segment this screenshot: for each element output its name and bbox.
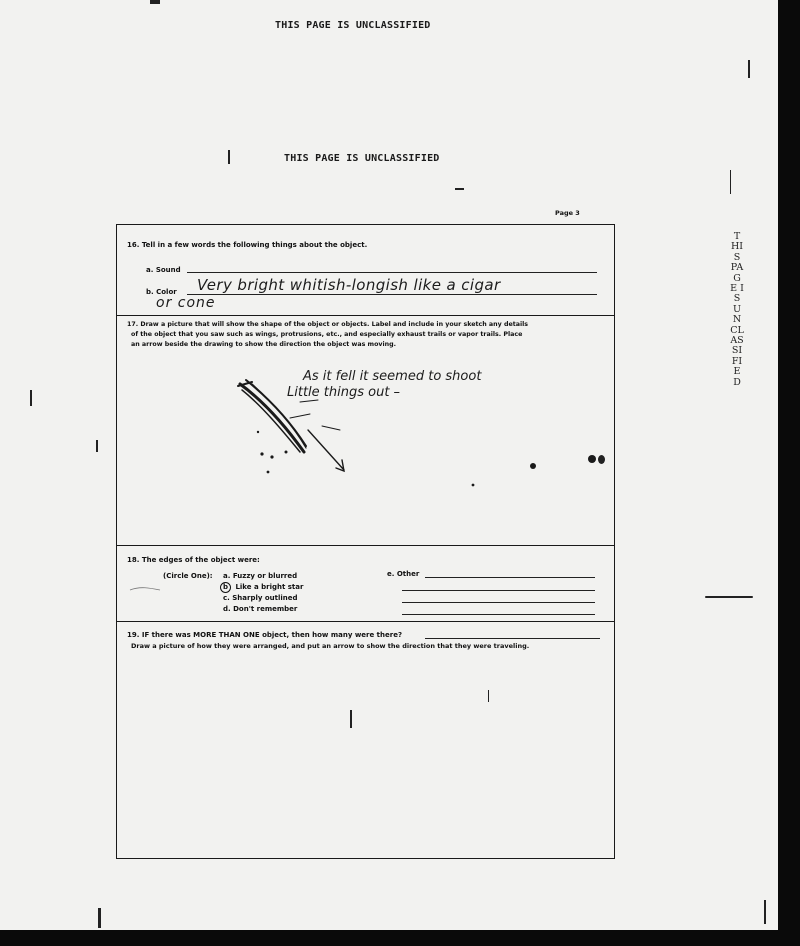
q16-sound-label: a. Sound <box>146 266 181 274</box>
q17-prompt-line3: an arrow beside the drawing to show the direction the object was moving. <box>131 341 397 348</box>
divider <box>117 545 614 546</box>
q17-prompt-line1: 17. Draw a picture that will show the shape of the object or objects. Label and include in your sketch any details <box>127 321 529 328</box>
divider <box>117 315 614 316</box>
q17-annotation-line2: Little things out – <box>287 385 401 400</box>
q18-other-field-3[interactable] <box>402 602 595 603</box>
q18-option-text: Fuzzy or blurred <box>232 572 298 580</box>
q18-instruction: (Circle One): <box>163 572 213 580</box>
q19-instruction: Draw a picture of how they were arranged, and put an arrow to show the direction that they were traveling. <box>131 642 530 650</box>
q16-color-field[interactable] <box>187 294 597 295</box>
second-header: THIS PAGE IS UNCLASSIFIED <box>284 153 440 164</box>
q18-option-a[interactable] <box>223 572 297 580</box>
q18-option-letter-circled: b <box>220 582 231 593</box>
q18-option-d[interactable] <box>223 605 297 613</box>
q18-option-c[interactable] <box>223 594 298 602</box>
q18-option-text: Sharply outlined <box>232 594 298 602</box>
page-label: Page 3 <box>555 209 580 217</box>
top-header: THIS PAGE IS UNCLASSIFIED <box>275 20 431 31</box>
q17-prompt-line2: of the object that you saw such as wings, protrusions, etc., and especially exhaust trails or vapor trails. Place <box>131 331 523 338</box>
vertical-classification-stamp: THIS PAGE IS UNCLASSIFIED <box>730 231 744 388</box>
q18-option-letter: d. <box>223 605 231 613</box>
q16-color-label: b. Color <box>146 288 177 296</box>
q19-count-field[interactable] <box>425 638 600 639</box>
divider <box>117 621 614 622</box>
q18-other-label: e. Other <box>387 570 420 578</box>
form-box <box>116 224 615 859</box>
q18-option-text: Like a bright star <box>235 583 304 591</box>
q18-option-text: Don't remember <box>233 605 298 613</box>
q18-option-letter: c. <box>223 594 230 602</box>
q18-other-field[interactable] <box>425 577 595 578</box>
q16-color-answer-line1: Very bright whitish-longish like a cigar <box>197 276 501 294</box>
q18-other-field-2[interactable] <box>402 590 595 591</box>
q16-prompt: 16. Tell in a few words the following things about the object. <box>127 241 368 249</box>
q18-prompt: 18. The edges of the object were: <box>127 556 260 564</box>
q16-sound-field[interactable] <box>187 272 597 273</box>
q18-other-field-4[interactable] <box>402 614 595 615</box>
q16-color-answer-line2: or cone <box>156 295 216 311</box>
q18-option-letter: a. <box>223 572 231 580</box>
q17-annotation-line1: As it fell it seemed to shoot <box>303 369 482 384</box>
q19-prompt: 19. IF there was MORE THAN ONE object, then how many were there? <box>127 631 403 639</box>
q18-option-b[interactable] <box>220 582 303 593</box>
